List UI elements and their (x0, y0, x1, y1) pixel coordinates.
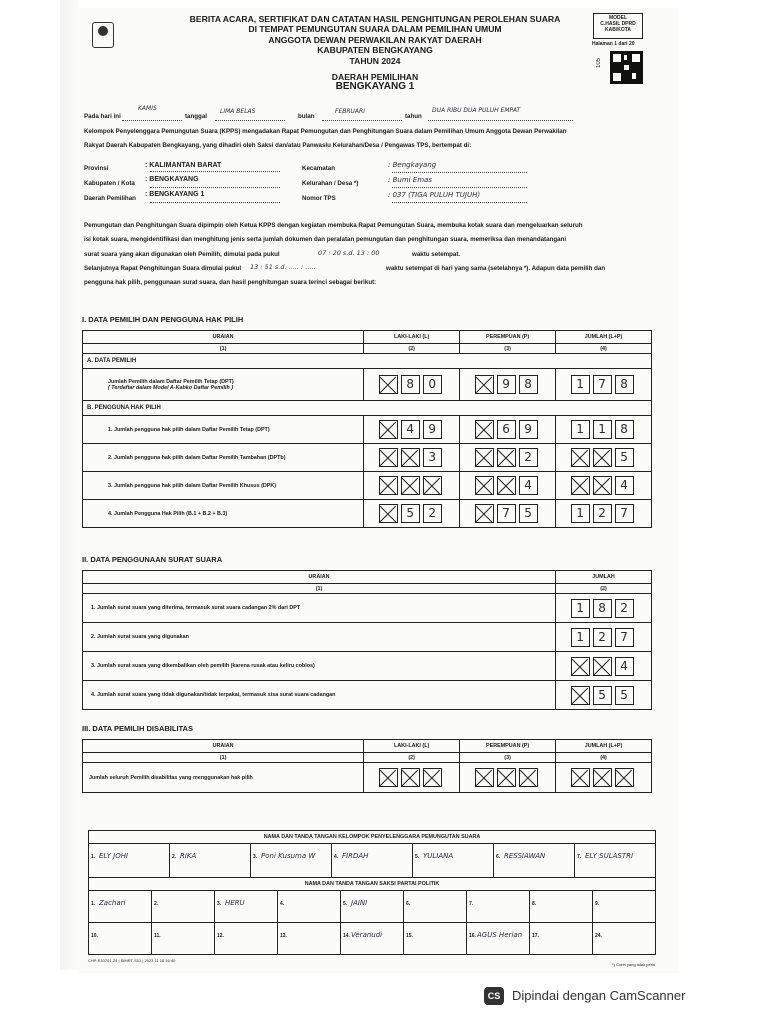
sub-header-1: (1) (83, 584, 556, 594)
group-b-label: B. PENGGUNA HAK PILIH (83, 401, 652, 416)
dapil-line (150, 195, 280, 203)
row-sub-text: ( Terdaftar dalam Model A-Kabko Daftar Pemilih ) (108, 384, 234, 391)
signature-number: 17. (532, 933, 539, 939)
row-label: 2. Jumlah pengguna hak pilih dalam Daftar Pemilih Tambahan (DPTb) (83, 444, 364, 472)
signature-number: 24. (595, 933, 602, 939)
digit-group (464, 504, 551, 523)
digit-group (560, 504, 647, 523)
digit-box: 2 (593, 628, 612, 647)
signature-cell (467, 891, 530, 922)
digit-box: 1 (571, 375, 590, 394)
digit-group (464, 420, 551, 439)
header-jumlah: JUMLAH (L+P) (556, 740, 652, 753)
digit-box: 4 (615, 476, 634, 495)
signature-name: RESSIAWAN (504, 852, 546, 860)
digit-group (368, 768, 455, 787)
signature-cell (413, 844, 494, 877)
process-time-2: 13 : 51 s.d. ..... : ..... (250, 263, 316, 271)
kabupaten-label: Kabupaten / Kota (84, 180, 135, 187)
tahun-line (428, 113, 573, 121)
camscanner-icon: CS (484, 987, 504, 1005)
kpps-signature-row (89, 844, 655, 878)
digit-box: 9 (497, 375, 516, 394)
digit-box: 8 (615, 420, 634, 439)
signature-number: 13. (280, 933, 287, 939)
header-laki: LAKI-LAKI (L) (364, 331, 460, 344)
crossed-digit-box (475, 448, 494, 467)
crossed-digit-box (497, 768, 516, 787)
saksi-signature-row-2 (89, 923, 655, 954)
row-label: 4. Jumlah Pengguna Hak Pilih (B.1 + B.2 + B.3) (83, 500, 364, 528)
table-row (83, 763, 652, 793)
signature-cell (332, 844, 413, 877)
digit-group (464, 448, 551, 467)
signature-number: 1. (91, 901, 96, 907)
signature-number: 7. (577, 854, 582, 860)
intro-line-2: Rakyat Daerah Kabupaten Bengkayang, yang dihadiri oleh Saksi dan/atau Panwaslu Kelurahan/Desa / Pengawas TPS, bertempat di: (84, 142, 472, 149)
page-number: Halaman 1 dari 20 (592, 41, 635, 47)
pada-hari-label: Pada hari ini (84, 113, 121, 120)
digit-group (368, 375, 455, 394)
crossed-digit-box (475, 375, 494, 394)
signature-number: 3. (253, 854, 258, 860)
provinsi-label: Provinsi (84, 165, 109, 172)
process-line-2: isi kotak suara, mengidentifikasi dan menghitung jenis serta jumlah dokumen dan peralatan pemungutan dan penghitungan suara, memeriksa dan menandatangani (84, 236, 567, 243)
kecamatan-line (392, 165, 527, 173)
kecamatan-label: Kecamatan (302, 165, 336, 172)
signature-box (88, 830, 656, 955)
signature-number: 3. (217, 901, 222, 907)
kabupaten-line (150, 180, 280, 188)
crossed-digit-box (475, 420, 494, 439)
crossed-digit-box (401, 768, 420, 787)
camscanner-watermark (474, 982, 764, 1010)
crossed-digit-box (571, 476, 590, 495)
digit-group (560, 768, 647, 787)
digit-box: 9 (423, 420, 442, 439)
row-label: 3. Jumlah surat suara yang dikembalikan oleh pemilih (karena rusak atau keliru coblos) (83, 652, 556, 681)
sub-header-4: (4) (556, 753, 652, 763)
process-line-1: Pemungutan dan Penghitungan Suara dipimpin oleh Ketua KPPS dengan kegiatan membuka Rapat Pemungutan Suara, membuka kotak suara dan mengeluarkan seluruh (84, 222, 583, 229)
section-2-title: II. DATA PENGGUNAAN SURAT SUARA (82, 555, 223, 564)
row-label: Jumlah seluruh Pemilih disabilitas yang menggunakan hak pilih (83, 763, 364, 793)
crossed-digit-box (475, 768, 494, 787)
sub-header-2: (2) (364, 753, 460, 763)
title-line-2: DI TEMPAT PEMUNGUTAN SUARA DALAM PEMILIHAN UMUM (248, 24, 502, 35)
digit-box: 4 (519, 476, 538, 495)
row-label (83, 369, 364, 401)
digit-box: 8 (593, 599, 612, 618)
digit-group (560, 375, 647, 394)
dapil-label: DAERAH PEMILIHAN (331, 72, 419, 83)
qr-code-icon (610, 51, 643, 84)
row-label: 4. Jumlah surat suara yang tidak digunakan/tidak terpakai, termasuk sisa surat suara cadangan (83, 681, 556, 710)
signature-number: 8. (532, 901, 537, 907)
provinsi-line (150, 164, 280, 172)
signature-cell (152, 891, 215, 922)
digit-group (464, 375, 551, 394)
signature-number: 9. (595, 901, 600, 907)
row-label: 1. Jumlah surat suara yang diterima, termasuk surat suara cadangan 2% dari DPT (83, 594, 556, 623)
signature-number: 6. (406, 901, 411, 907)
crossed-digit-box (379, 476, 398, 495)
title-line-1: BERITA ACARA, SERTIFIKAT DAN CATATAN HASIL PENGHITUNGAN PEROLEHAN SUARA (189, 14, 561, 24)
process-line-3: surat suara yang akan digunakan oleh Pemilih, dimulai pada pukul (84, 251, 280, 258)
sub-header-1: (1) (83, 753, 364, 763)
sub-header-2: (2) (364, 344, 460, 354)
digit-box: 8 (401, 375, 420, 394)
model-box (593, 13, 643, 39)
signature-cell (215, 923, 278, 954)
signature-number: 5. (343, 901, 348, 907)
sub-header-3: (3) (460, 753, 556, 763)
crossed-digit-box (571, 686, 590, 705)
digit-group (560, 686, 647, 705)
table-row (83, 416, 652, 444)
digit-box: 1 (571, 504, 590, 523)
group-a-label: A. DATA PEMILIH (83, 354, 652, 369)
tps-label: Nomor TPS (302, 195, 336, 202)
header-uraian: URAIAN (83, 571, 556, 584)
signature-cell (341, 891, 404, 922)
table-pemilih (82, 330, 652, 528)
digit-group (464, 768, 551, 787)
process-line-5: pengguna hak pilih, penggunaan surat suara, dan hasil penghitungan suara terinci sebagai berikut: (84, 279, 377, 286)
row-label: 3. Jumlah pengguna hak pilih dalam Daftar Pemilih Khusus (DPK) (83, 472, 364, 500)
header-perempuan: PEREMPUAN (P) (460, 740, 556, 753)
signature-cell (170, 844, 251, 877)
header-jumlah: JUMLAH (556, 571, 652, 584)
signature-number: 4. (334, 854, 339, 860)
crossed-digit-box (497, 476, 516, 495)
signature-cell (530, 891, 593, 922)
digit-group (560, 628, 647, 647)
digit-box: 0 (423, 375, 442, 394)
header-uraian: URAIAN (83, 740, 364, 753)
signature-number: 16. (469, 933, 476, 939)
kecamatan-value: : Bengkayang (388, 161, 437, 169)
signature-number: 2. (154, 901, 159, 907)
sub-header-4: (4) (556, 344, 652, 354)
crossed-digit-box (475, 504, 494, 523)
page-shadow (60, 0, 78, 970)
digit-group (368, 420, 455, 439)
digit-group (560, 420, 647, 439)
digit-box: 1 (571, 628, 590, 647)
process-line-4-end: waktu setempat di hari yang sama (setelahnya *). Adapun data pemilih dan (386, 265, 606, 272)
digit-group (560, 476, 647, 495)
signature-name: Poni Kusuma W (261, 852, 316, 860)
dapil-field-label: Daerah Pemilihan (84, 195, 136, 202)
signature-cell (530, 923, 593, 954)
crossed-digit-box (401, 476, 420, 495)
digit-group (368, 504, 455, 523)
signature-cell (89, 844, 170, 877)
bulan-value: FEBRUARI (335, 108, 365, 115)
signature-cell (593, 891, 655, 922)
model-line-2: C.HASIL DPRD (600, 21, 636, 28)
crossed-digit-box (379, 768, 398, 787)
bulan-label: bulan (298, 113, 315, 120)
title-line-3: ANGGOTA DEWAN PERWAKILAN RAKYAT DAERAH (268, 34, 482, 45)
signature-name: ELY SULASTRI (585, 852, 634, 860)
header-uraian: URAIAN (83, 331, 364, 344)
table-disabilitas (82, 739, 652, 793)
model-line-3: KAB/KOTA (604, 27, 631, 34)
table-row (83, 444, 652, 472)
signature-number: 12. (217, 933, 224, 939)
digit-box: 9 (519, 420, 538, 439)
crossed-digit-box (379, 448, 398, 467)
kabupaten-value: : BENGKAYANG (145, 176, 199, 183)
process-line-4: Selanjutnya Rapat Penghitungan Suara dimulai pukul (84, 265, 242, 272)
table-row (83, 472, 652, 500)
digit-group (368, 476, 455, 495)
crossed-digit-box (401, 448, 420, 467)
signature-cell (494, 844, 575, 877)
signature-number: 2. (172, 854, 177, 860)
signature-number: 10. (91, 933, 98, 939)
section-1-title: I. DATA PEMILIH DAN PENGGUNA HAK PILIH (82, 315, 244, 324)
digit-box: 2 (423, 504, 442, 523)
digit-box: 7 (615, 504, 634, 523)
signature-name: Veranudi (351, 931, 383, 939)
kelurahan-line (392, 180, 527, 188)
digit-box: 6 (497, 420, 516, 439)
digit-box: 5 (615, 448, 634, 467)
camscanner-text: Dipindai dengan CamScanner (512, 988, 686, 1003)
row-label-text: Jumlah Pemilih dalam Daftar Pemilih Tetap (DPT) (108, 378, 234, 385)
signature-cell (404, 923, 467, 954)
qr-number: 105 (596, 58, 602, 69)
digit-box: 1 (593, 420, 612, 439)
digit-box: 2 (615, 599, 634, 618)
signature-cell (215, 891, 278, 922)
model-line-1: MODEL (608, 15, 628, 21)
table-row (83, 500, 652, 528)
provinsi-value: : KALIMANTAN BARAT (145, 162, 222, 169)
signature-number: 11. (154, 933, 161, 939)
signature-number: 7. (469, 901, 474, 907)
digit-box: 1 (571, 420, 590, 439)
signature-name: HERU (225, 899, 245, 907)
signature-cell (89, 891, 152, 922)
tps-value: : 037 (TIGA PULUH TUJUH) (388, 191, 481, 199)
saksi-signature-title: NAMA DAN TANDA TANGAN SAKSI PARTAI POLITIK (89, 878, 655, 891)
signature-cell (341, 923, 404, 954)
digit-group (368, 448, 455, 467)
crossed-digit-box (379, 375, 398, 394)
row-label: 1. Jumlah pengguna hak pilih dalam Daftar Pemilih Tetap (DPT) (83, 416, 364, 444)
crossed-digit-box (497, 448, 516, 467)
kpu-logo (92, 22, 114, 48)
table-row (83, 594, 652, 623)
kelurahan-label: Kelurahan / Desa *) (302, 180, 359, 187)
title-line-5: TAHUN 2024 (349, 55, 401, 66)
digit-box: 7 (497, 504, 516, 523)
signature-number: 14. (343, 933, 350, 939)
crossed-digit-box (571, 768, 590, 787)
saksi-signature-row-1 (89, 891, 655, 923)
section-3-title: III. DATA PEMILIH DISABILITAS (82, 724, 193, 733)
digit-group (560, 657, 647, 676)
signature-name: AGUS Herian (477, 931, 523, 939)
digit-box: 7 (615, 628, 634, 647)
signature-name: ELY JOHI (99, 852, 129, 860)
signature-number: 4. (280, 901, 285, 907)
crossed-digit-box (519, 768, 538, 787)
document-title (150, 14, 600, 93)
hari-line (122, 113, 182, 121)
crossed-digit-box (593, 768, 612, 787)
crossed-digit-box (593, 657, 612, 676)
header-perempuan: PEREMPUAN (P) (460, 331, 556, 344)
signature-cell (467, 923, 530, 954)
footer-code: CHP-E10701-24 | SIMRT-S01 | 2023 11 18 16:40 (88, 958, 176, 963)
signature-cell (152, 923, 215, 954)
crossed-digit-box (571, 657, 590, 676)
digit-box: 3 (423, 448, 442, 467)
digit-box: 5 (519, 504, 538, 523)
digit-box: 5 (593, 686, 612, 705)
hari-value: KAMIS (138, 105, 157, 112)
tanggal-label: tanggal (185, 113, 208, 120)
digit-group (560, 448, 647, 467)
title-line-4: KABUPATEN BENGKAYANG (317, 45, 433, 56)
digit-box: 8 (519, 375, 538, 394)
digit-box: 4 (615, 657, 634, 676)
signature-cell (404, 891, 467, 922)
crossed-digit-box (423, 768, 442, 787)
digit-box: 1 (571, 599, 590, 618)
crossed-digit-box (475, 476, 494, 495)
header-jumlah: JUMLAH (L+P) (556, 331, 652, 344)
kpps-signature-title: NAMA DAN TANDA TANGAN KELOMPOK PENYELENGGARA PEMUNGUTAN SUARA (89, 831, 655, 844)
kelurahan-value: : Bumi Emas (388, 176, 432, 184)
digit-box: 5 (401, 504, 420, 523)
sub-header-3: (3) (460, 344, 556, 354)
digit-group (464, 476, 551, 495)
signature-cell (575, 844, 655, 877)
signature-number: 6. (496, 854, 501, 860)
digit-group (560, 599, 647, 618)
digit-box: 8 (615, 375, 634, 394)
crossed-digit-box (379, 504, 398, 523)
signature-name: RIKA (180, 852, 197, 860)
tanggal-value: LIMA BELAS (220, 108, 256, 115)
tahun-label: tahun (405, 113, 422, 120)
intro-line-1: Kelompok Penyelenggara Pemungutan Suara (KPPS) mengadakan Rapat Pemungutan dan Penghitungan Suara dalam Pemilihan Umum Anggota Dewan Perwakilan (84, 128, 567, 135)
signature-cell (593, 923, 655, 954)
signature-name: JAINI (351, 899, 368, 907)
table-surat-suara (82, 570, 652, 710)
crossed-digit-box (571, 448, 590, 467)
table-row (83, 681, 652, 710)
crossed-digit-box (615, 768, 634, 787)
crossed-digit-box (423, 476, 442, 495)
crossed-digit-box (593, 448, 612, 467)
dapil-name: BENGKAYANG 1 (335, 81, 415, 93)
digit-box: 2 (593, 504, 612, 523)
digit-box: 4 (401, 420, 420, 439)
digit-box: 7 (593, 375, 612, 394)
process-line-3-end: waktu setempat. (412, 251, 461, 258)
table-row (83, 623, 652, 652)
signature-name: FIRDAH (342, 852, 369, 860)
digit-box: 2 (519, 448, 538, 467)
signature-cell (278, 891, 341, 922)
digit-box: 5 (615, 686, 634, 705)
signature-number: 15. (406, 933, 413, 939)
signature-number: 5. (415, 854, 420, 860)
signature-cell (89, 923, 152, 954)
signature-number: 1. (91, 854, 96, 860)
sub-header-2: (2) (556, 584, 652, 594)
signature-cell (251, 844, 332, 877)
crossed-digit-box (593, 476, 612, 495)
table-row (83, 652, 652, 681)
tps-line (392, 195, 527, 203)
process-time-1: 07 : 20 s.d. 13 : 00 (318, 249, 380, 257)
tahun-value: DUA RIBU DUA PULUH EMPAT (432, 107, 521, 114)
crossed-digit-box (379, 420, 398, 439)
sub-header-1: (1) (83, 344, 364, 354)
row-label: 2. Jumlah surat suara yang digunakan (83, 623, 556, 652)
header-laki: LAKI-LAKI (L) (364, 740, 460, 753)
signature-cell (278, 923, 341, 954)
dapil-field-value: : BENGKAYANG 1 (145, 191, 205, 198)
footer-note: *) Coret yang tidak perlu (612, 962, 656, 967)
table-row (83, 369, 652, 401)
signature-name: YULIANA (423, 852, 454, 860)
signature-name: Zachari (99, 899, 126, 907)
